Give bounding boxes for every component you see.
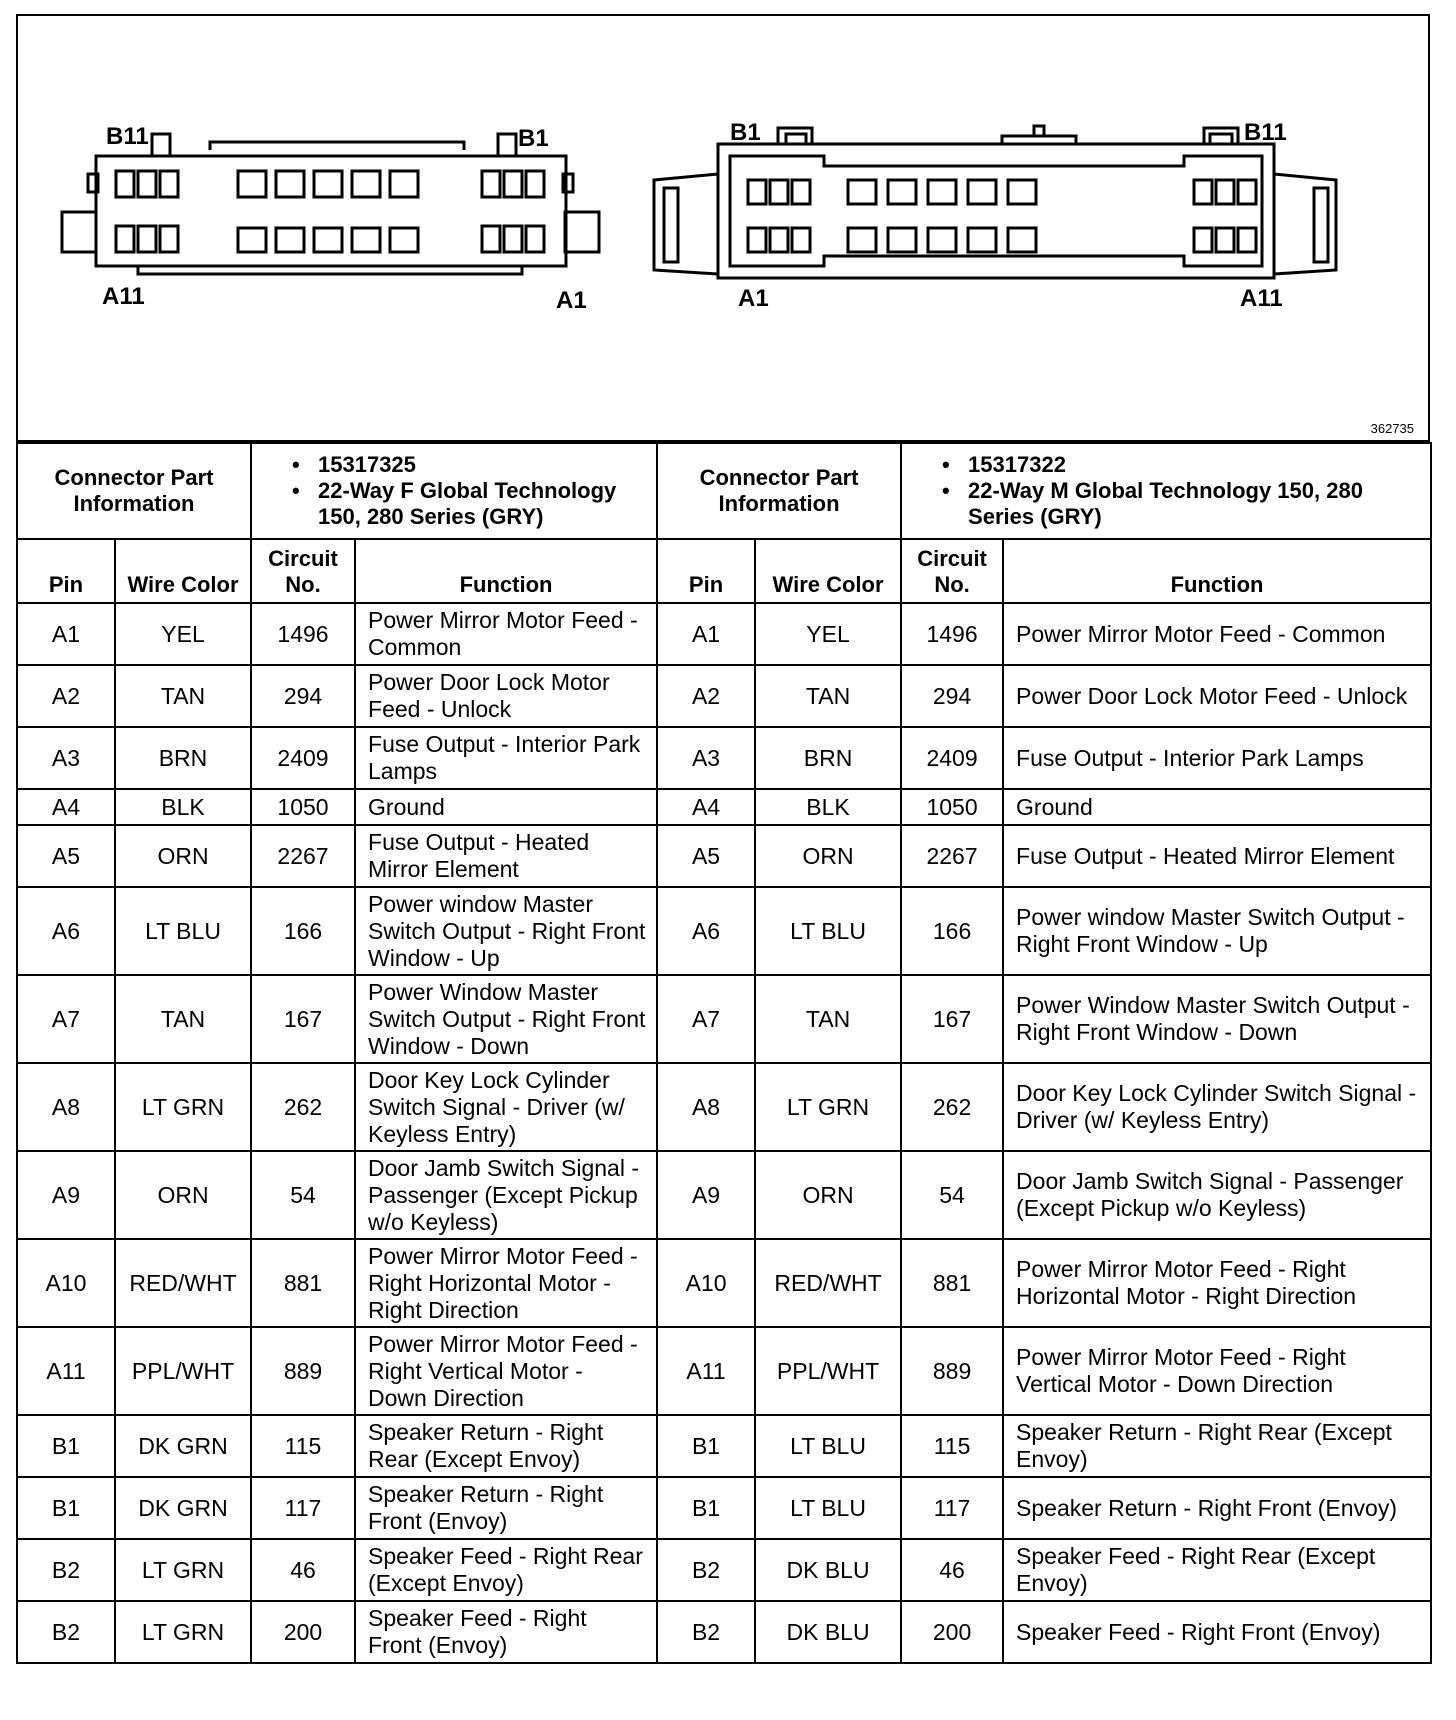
connector-m-info-label: Connector Part Information bbox=[657, 443, 901, 539]
f-pin-cell: B1 bbox=[17, 1477, 115, 1539]
female-top-cavities bbox=[116, 171, 544, 197]
f-circuit-cell: 294 bbox=[251, 665, 355, 727]
m-pin-cell: A10 bbox=[657, 1239, 755, 1327]
m-col-wire: Wire Color bbox=[755, 539, 901, 603]
table-row bbox=[17, 665, 1431, 727]
m-circuit-cell: 2267 bbox=[901, 825, 1003, 887]
female-label-b11: B11 bbox=[106, 123, 149, 150]
m-function-cell: Speaker Return - Right Front (Envoy) bbox=[1003, 1477, 1431, 1539]
m-wire-cell: DK BLU bbox=[755, 1539, 901, 1601]
m-wire-cell: TAN bbox=[755, 665, 901, 727]
table-row bbox=[17, 1327, 1431, 1415]
f-circuit-cell: 2409 bbox=[251, 727, 355, 789]
pin-rows bbox=[17, 603, 1431, 1663]
m-pin-cell: A9 bbox=[657, 1151, 755, 1239]
m-function-cell: Fuse Output - Interior Park Lamps bbox=[1003, 727, 1431, 789]
f-function-cell: Speaker Feed - Right Rear (Except Envoy) bbox=[355, 1539, 657, 1601]
male-top-cavities bbox=[748, 180, 1256, 204]
connector-m-part-number: • 15317322 bbox=[942, 452, 1420, 478]
f-wire-cell: LT GRN bbox=[115, 1539, 251, 1601]
connector-f-info-label: Connector Part Information bbox=[17, 443, 251, 539]
table-row bbox=[17, 887, 1431, 975]
table-row bbox=[17, 1239, 1431, 1327]
male-label-a1: A1 bbox=[738, 285, 769, 312]
m-pin-cell: A3 bbox=[657, 727, 755, 789]
table-row bbox=[17, 789, 1431, 825]
m-function-cell: Door Jamb Switch Signal - Passenger (Except Pickup w/o Keyless) bbox=[1003, 1151, 1431, 1239]
m-pin-cell: A1 bbox=[657, 603, 755, 665]
table-row bbox=[17, 1063, 1431, 1151]
f-wire-cell: YEL bbox=[115, 603, 251, 665]
f-function-cell: Speaker Return - Right Rear (Except Envoy) bbox=[355, 1415, 657, 1477]
m-function-cell: Door Key Lock Cylinder Switch Signal - Driver (w/ Keyless Entry) bbox=[1003, 1063, 1431, 1151]
m-wire-cell: PPL/WHT bbox=[755, 1327, 901, 1415]
f-col-wire: Wire Color bbox=[115, 539, 251, 603]
f-wire-cell: LT BLU bbox=[115, 887, 251, 975]
m-col-pin: Pin bbox=[657, 539, 755, 603]
female-label-b1: B1 bbox=[518, 125, 549, 152]
f-wire-cell: TAN bbox=[115, 975, 251, 1063]
m-function-cell: Speaker Return - Right Rear (Except Envoy) bbox=[1003, 1415, 1431, 1477]
f-col-function: Function bbox=[355, 539, 657, 603]
m-circuit-cell: 46 bbox=[901, 1539, 1003, 1601]
male-label-b11: B11 bbox=[1244, 119, 1287, 146]
f-function-cell: Ground bbox=[355, 789, 657, 825]
f-wire-cell: BRN bbox=[115, 727, 251, 789]
m-circuit-cell: 54 bbox=[901, 1151, 1003, 1239]
f-function-cell: Power Window Master Switch Output - Right Front Window - Down bbox=[355, 975, 657, 1063]
m-pin-cell: A2 bbox=[657, 665, 755, 727]
f-circuit-cell: 2267 bbox=[251, 825, 355, 887]
pin-table bbox=[16, 442, 1432, 1664]
f-col-circuit: Circuit No. bbox=[251, 539, 355, 603]
table-row bbox=[17, 727, 1431, 789]
connector-m-description: • 22-Way M Global Technology 150, 280 Series (GRY) bbox=[942, 478, 1420, 530]
m-pin-cell: A8 bbox=[657, 1063, 755, 1151]
m-pin-cell: B1 bbox=[657, 1477, 755, 1539]
f-wire-cell: RED/WHT bbox=[115, 1239, 251, 1327]
m-wire-cell: YEL bbox=[755, 603, 901, 665]
connector-diagram bbox=[18, 16, 1432, 444]
table-row bbox=[17, 1539, 1431, 1601]
m-circuit-cell: 1496 bbox=[901, 603, 1003, 665]
table-row bbox=[17, 1415, 1431, 1477]
f-function-cell: Fuse Output - Heated Mirror Element bbox=[355, 825, 657, 887]
m-function-cell: Power Mirror Motor Feed - Right Vertical Motor - Down Direction bbox=[1003, 1327, 1431, 1415]
m-wire-cell: LT BLU bbox=[755, 1477, 901, 1539]
f-wire-cell: LT GRN bbox=[115, 1063, 251, 1151]
m-function-cell: Power Window Master Switch Output - Right Front Window - Down bbox=[1003, 975, 1431, 1063]
f-circuit-cell: 46 bbox=[251, 1539, 355, 1601]
f-circuit-cell: 1050 bbox=[251, 789, 355, 825]
m-pin-cell: B2 bbox=[657, 1539, 755, 1601]
connector-f-part-number: • 15317325 bbox=[292, 452, 646, 478]
f-pin-cell: B1 bbox=[17, 1415, 115, 1477]
f-pin-cell: A2 bbox=[17, 665, 115, 727]
m-function-cell: Power window Master Switch Output - Right Front Window - Up bbox=[1003, 887, 1431, 975]
f-pin-cell: A3 bbox=[17, 727, 115, 789]
f-function-cell: Power Mirror Motor Feed - Right Vertical Motor - Down Direction bbox=[355, 1327, 657, 1415]
m-circuit-cell: 167 bbox=[901, 975, 1003, 1063]
f-pin-cell: A9 bbox=[17, 1151, 115, 1239]
f-wire-cell: BLK bbox=[115, 789, 251, 825]
m-function-cell: Power Mirror Motor Feed - Common bbox=[1003, 603, 1431, 665]
male-connector-drawing bbox=[654, 126, 1336, 278]
f-pin-cell: A6 bbox=[17, 887, 115, 975]
m-wire-cell: LT BLU bbox=[755, 1415, 901, 1477]
m-pin-cell: B1 bbox=[657, 1415, 755, 1477]
female-label-a11: A11 bbox=[102, 283, 145, 310]
f-wire-cell: ORN bbox=[115, 1151, 251, 1239]
m-circuit-cell: 166 bbox=[901, 887, 1003, 975]
m-function-cell: Speaker Feed - Right Rear (Except Envoy) bbox=[1003, 1539, 1431, 1601]
f-circuit-cell: 881 bbox=[251, 1239, 355, 1327]
table-row bbox=[17, 603, 1431, 665]
m-wire-cell: LT GRN bbox=[755, 1063, 901, 1151]
table-row bbox=[17, 1601, 1431, 1663]
f-function-cell: Fuse Output - Interior Park Lamps bbox=[355, 727, 657, 789]
m-pin-cell: A5 bbox=[657, 825, 755, 887]
f-pin-cell: A7 bbox=[17, 975, 115, 1063]
m-function-cell: Speaker Feed - Right Front (Envoy) bbox=[1003, 1601, 1431, 1663]
f-pin-cell: A5 bbox=[17, 825, 115, 887]
m-pin-cell: A6 bbox=[657, 887, 755, 975]
f-pin-cell: A8 bbox=[17, 1063, 115, 1151]
f-circuit-cell: 262 bbox=[251, 1063, 355, 1151]
m-circuit-cell: 881 bbox=[901, 1239, 1003, 1327]
f-pin-cell: B2 bbox=[17, 1601, 115, 1663]
f-function-cell: Door Jamb Switch Signal - Passenger (Except Pickup w/o Keyless) bbox=[355, 1151, 657, 1239]
f-wire-cell: DK GRN bbox=[115, 1415, 251, 1477]
m-wire-cell: BLK bbox=[755, 789, 901, 825]
connector-info-row bbox=[17, 443, 1431, 539]
m-pin-cell: A11 bbox=[657, 1327, 755, 1415]
f-col-pin: Pin bbox=[17, 539, 115, 603]
connector-diagram-area bbox=[16, 14, 1430, 442]
connector-f-description: • 22-Way F Global Technology 150, 280 Series (GRY) bbox=[292, 478, 646, 530]
table-row bbox=[17, 975, 1431, 1063]
m-circuit-cell: 115 bbox=[901, 1415, 1003, 1477]
m-wire-cell: TAN bbox=[755, 975, 901, 1063]
m-function-cell: Ground bbox=[1003, 789, 1431, 825]
figure-id: 362735 bbox=[1370, 421, 1414, 436]
table-row bbox=[17, 1477, 1431, 1539]
m-col-function: Function bbox=[1003, 539, 1431, 603]
table-row bbox=[17, 825, 1431, 887]
f-wire-cell: TAN bbox=[115, 665, 251, 727]
m-circuit-cell: 1050 bbox=[901, 789, 1003, 825]
m-wire-cell: ORN bbox=[755, 825, 901, 887]
m-function-cell: Power Mirror Motor Feed - Right Horizontal Motor - Right Direction bbox=[1003, 1239, 1431, 1327]
f-function-cell: Power window Master Switch Output - Right Front Window - Up bbox=[355, 887, 657, 975]
f-function-cell: Power Mirror Motor Feed - Common bbox=[355, 603, 657, 665]
f-wire-cell: PPL/WHT bbox=[115, 1327, 251, 1415]
f-circuit-cell: 889 bbox=[251, 1327, 355, 1415]
f-function-cell: Power Door Lock Motor Feed - Unlock bbox=[355, 665, 657, 727]
female-connector-drawing bbox=[62, 134, 599, 274]
f-pin-cell: A4 bbox=[17, 789, 115, 825]
f-wire-cell: DK GRN bbox=[115, 1477, 251, 1539]
m-wire-cell: DK BLU bbox=[755, 1601, 901, 1663]
f-pin-cell: B2 bbox=[17, 1539, 115, 1601]
f-function-cell: Speaker Feed - Right Front (Envoy) bbox=[355, 1601, 657, 1663]
m-circuit-cell: 262 bbox=[901, 1063, 1003, 1151]
f-pin-cell: A10 bbox=[17, 1239, 115, 1327]
f-circuit-cell: 1496 bbox=[251, 603, 355, 665]
f-function-cell: Power Mirror Motor Feed - Right Horizontal Motor - Right Direction bbox=[355, 1239, 657, 1327]
male-label-a11: A11 bbox=[1240, 285, 1283, 312]
f-circuit-cell: 200 bbox=[251, 1601, 355, 1663]
male-label-b1: B1 bbox=[730, 119, 761, 146]
f-function-cell: Door Key Lock Cylinder Switch Signal - Driver (w/ Keyless Entry) bbox=[355, 1063, 657, 1151]
m-function-cell: Power Door Lock Motor Feed - Unlock bbox=[1003, 665, 1431, 727]
column-header-row bbox=[17, 539, 1431, 603]
m-wire-cell: RED/WHT bbox=[755, 1239, 901, 1327]
m-pin-cell: A4 bbox=[657, 789, 755, 825]
f-pin-cell: A11 bbox=[17, 1327, 115, 1415]
m-circuit-cell: 294 bbox=[901, 665, 1003, 727]
m-wire-cell: BRN bbox=[755, 727, 901, 789]
male-bottom-cavities bbox=[748, 228, 1256, 252]
f-wire-cell: LT GRN bbox=[115, 1601, 251, 1663]
connector-f-info bbox=[251, 443, 657, 539]
m-pin-cell: A7 bbox=[657, 975, 755, 1063]
f-circuit-cell: 167 bbox=[251, 975, 355, 1063]
m-wire-cell: LT BLU bbox=[755, 887, 901, 975]
f-function-cell: Speaker Return - Right Front (Envoy) bbox=[355, 1477, 657, 1539]
f-circuit-cell: 54 bbox=[251, 1151, 355, 1239]
table-row bbox=[17, 1151, 1431, 1239]
female-bottom-cavities bbox=[116, 226, 544, 252]
f-wire-cell: ORN bbox=[115, 825, 251, 887]
connector-m-info bbox=[901, 443, 1431, 539]
f-pin-cell: A1 bbox=[17, 603, 115, 665]
f-circuit-cell: 117 bbox=[251, 1477, 355, 1539]
connector-sheet bbox=[16, 14, 1432, 1706]
m-function-cell: Fuse Output - Heated Mirror Element bbox=[1003, 825, 1431, 887]
m-circuit-cell: 889 bbox=[901, 1327, 1003, 1415]
female-label-a1: A1 bbox=[556, 287, 587, 314]
m-circuit-cell: 2409 bbox=[901, 727, 1003, 789]
m-pin-cell: B2 bbox=[657, 1601, 755, 1663]
m-wire-cell: ORN bbox=[755, 1151, 901, 1239]
m-circuit-cell: 117 bbox=[901, 1477, 1003, 1539]
m-circuit-cell: 200 bbox=[901, 1601, 1003, 1663]
m-col-circuit: Circuit No. bbox=[901, 539, 1003, 603]
f-circuit-cell: 115 bbox=[251, 1415, 355, 1477]
f-circuit-cell: 166 bbox=[251, 887, 355, 975]
